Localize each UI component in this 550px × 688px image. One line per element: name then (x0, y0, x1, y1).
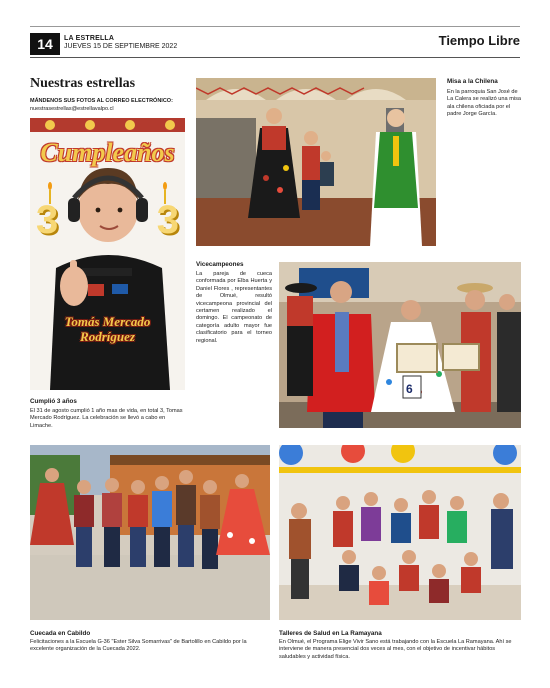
birthday-name-line1: Tomás Mercado (64, 314, 151, 329)
talleres-caption-title: Talleres de Salud en La Ramayana (279, 630, 382, 637)
section-title: Tiempo Libre (438, 33, 520, 48)
misa-caption-body: En la parroquia San José de La Calera se realizó una misa ala chilena oficiada por el padre Jorge García. (447, 89, 521, 118)
age-digit-left: 3 (36, 198, 59, 242)
birthday-child-name (30, 314, 185, 344)
cueca-caption-title: Cuecada en Cabildo (30, 630, 91, 637)
header-rule (30, 57, 520, 58)
birthday-photo (30, 118, 185, 390)
column-subtitle: MÁNDENOS SUS FOTOS AL CORREO ELECTRÓNICO: (30, 98, 173, 104)
contestant-number: 6 (406, 382, 413, 396)
publication-name: LA ESTRELLA (64, 35, 115, 42)
vice-caption-body: La pareja de cueca conformada por Elba Huerta y Daniel Flores , representantes de Olmué, resultó vicecampeona provincial del certamen realizado el domingo. El campeonato de categoría adulto mayor fue clasificatorio para el torneo regional. (196, 271, 272, 344)
talleres-caption-body: En Olmué, el Programa Elige Vivir Sano está trabajando con la Escuela La Ramayana. Ahí se interviene de manera presencial dos veces al mes, con el objetivo de incentivar hábitos saludables y actividad física. (279, 639, 512, 660)
top-rule (30, 26, 520, 27)
vice-caption-title: Vicecampeones (196, 261, 244, 268)
cueca-photo (30, 445, 270, 620)
age-digit-right: 3 (156, 198, 179, 242)
birthday-caption-body: El 31 de agosto cumplió 1 año mas de vida, en total 3, Tomas Mercado Rodríguez. La celebración se llevó a cabo en Limache. (30, 408, 183, 429)
column-title: Nuestras estrellas (30, 76, 136, 91)
misa-illustration (196, 78, 436, 246)
misa-photo (196, 78, 436, 246)
vicecampeones-illustration (279, 262, 521, 428)
page-number: 14 (30, 33, 60, 55)
column-email: nuestrasestrellas@estrellavalpo.cl (30, 106, 114, 112)
misa-caption-title: Misa a la Chilena (447, 78, 498, 85)
cueca-caption-body: Felicitaciones a la Escuela G-36 "Ester Silva Somarrivas" de Bartolillo en Cabildo por la excelente organización de la Cuecada 2022. (30, 639, 247, 653)
birthday-banner: Cumpleaños (40, 138, 175, 167)
birthday-name-line2: Rodríguez (80, 329, 135, 344)
birthday-caption-title: Cumplió 3 años (30, 398, 77, 405)
talleres-illustration (279, 445, 521, 620)
publication-date: JUEVES 15 DE SEPTIEMBRE 2022 (64, 43, 178, 50)
vicecampeones-photo (279, 262, 521, 428)
talleres-photo (279, 445, 521, 620)
cueca-illustration (30, 445, 270, 620)
